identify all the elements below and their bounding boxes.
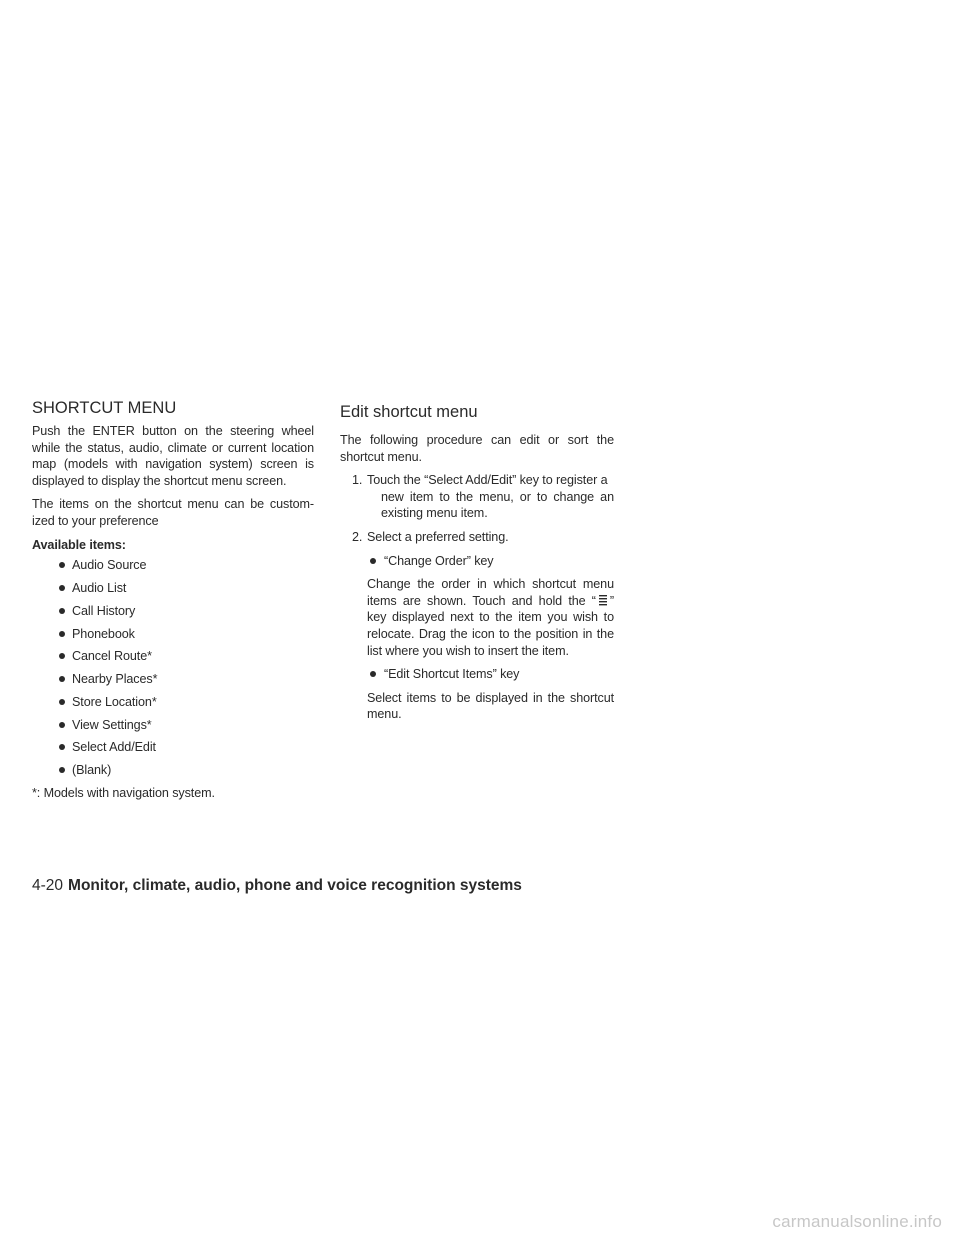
step-2-text: Select a preferred setting. bbox=[367, 529, 509, 544]
footnote: *: Models with navigation system. bbox=[32, 785, 215, 800]
bullet-icon bbox=[370, 671, 376, 677]
bullet-icon bbox=[59, 631, 65, 637]
page-number: 4-20 bbox=[32, 877, 64, 894]
list-item: Call History bbox=[32, 603, 314, 620]
bullet-icon bbox=[59, 608, 65, 614]
list-item: Nearby Places* bbox=[32, 671, 314, 688]
option-edit-shortcut-items-description: Select items to be displayed in the shortcut menu. bbox=[367, 690, 614, 722]
bullet-icon bbox=[59, 676, 65, 682]
step-2 bbox=[340, 529, 614, 546]
step-number: 2. bbox=[352, 529, 363, 544]
step-1-text-continued: new item to the menu, or to change an existing menu item. bbox=[381, 489, 614, 521]
section-title-shortcut-menu: SHORTCUT MENU bbox=[32, 399, 177, 417]
bullet-icon bbox=[59, 562, 65, 568]
option-edit-shortcut-items bbox=[340, 666, 614, 683]
right-column bbox=[340, 398, 614, 730]
step-number: 1. bbox=[352, 473, 363, 488]
list-item: (Blank) bbox=[32, 762, 314, 779]
bullet-icon bbox=[59, 653, 65, 659]
option-label: “Edit Shortcut Items” key bbox=[384, 667, 520, 682]
bullet-icon bbox=[59, 744, 65, 750]
option-change-order-description: Change the order in which shortcut menu items are shown. Touch and hold the “ ” key displayed next to the item you wish to relocate. Drag the icon to the position in the list where you wish to insert the item. bbox=[367, 577, 614, 658]
list-item: Store Location* bbox=[32, 694, 314, 711]
watermark: carmanualsonline.info bbox=[772, 1212, 942, 1231]
list-item: Audio Source bbox=[32, 557, 314, 574]
reorder-handle-icon bbox=[597, 595, 609, 606]
bullet-icon bbox=[370, 558, 376, 564]
step-1 bbox=[340, 472, 614, 522]
available-items-list bbox=[32, 557, 314, 779]
edit-intro-paragraph: The following procedure can edit or sort the shortcut menu. bbox=[340, 433, 614, 464]
customize-paragraph: The items on the shortcut menu can be custom-ized to your preference bbox=[32, 497, 314, 528]
page-footer bbox=[32, 876, 522, 896]
left-column bbox=[32, 398, 314, 802]
option-change-order bbox=[340, 553, 614, 570]
bullet-icon bbox=[59, 767, 65, 773]
step-1-text: Touch the “Select Add/Edit” key to register a bbox=[367, 473, 608, 488]
chapter-title: Monitor, climate, audio, phone and voice recognition systems bbox=[68, 877, 522, 894]
section-title-edit-shortcut-menu: Edit shortcut menu bbox=[340, 403, 478, 421]
intro-paragraph: Push the ENTER button on the steering wheel while the status, audio, climate or current location map (models with navigation system) screen is displayed to display the shortcut menu screen. bbox=[32, 424, 314, 488]
list-item: View Settings* bbox=[32, 717, 314, 734]
bullet-icon bbox=[59, 585, 65, 591]
bullet-icon bbox=[59, 699, 65, 705]
list-item: Cancel Route* bbox=[32, 648, 314, 665]
list-item: Phonebook bbox=[32, 626, 314, 643]
list-item: Audio List bbox=[32, 580, 314, 597]
available-items-label: Available items: bbox=[32, 537, 126, 552]
bullet-icon bbox=[59, 722, 65, 728]
list-item: Select Add/Edit bbox=[32, 739, 314, 756]
option-label: “Change Order” key bbox=[384, 553, 494, 568]
